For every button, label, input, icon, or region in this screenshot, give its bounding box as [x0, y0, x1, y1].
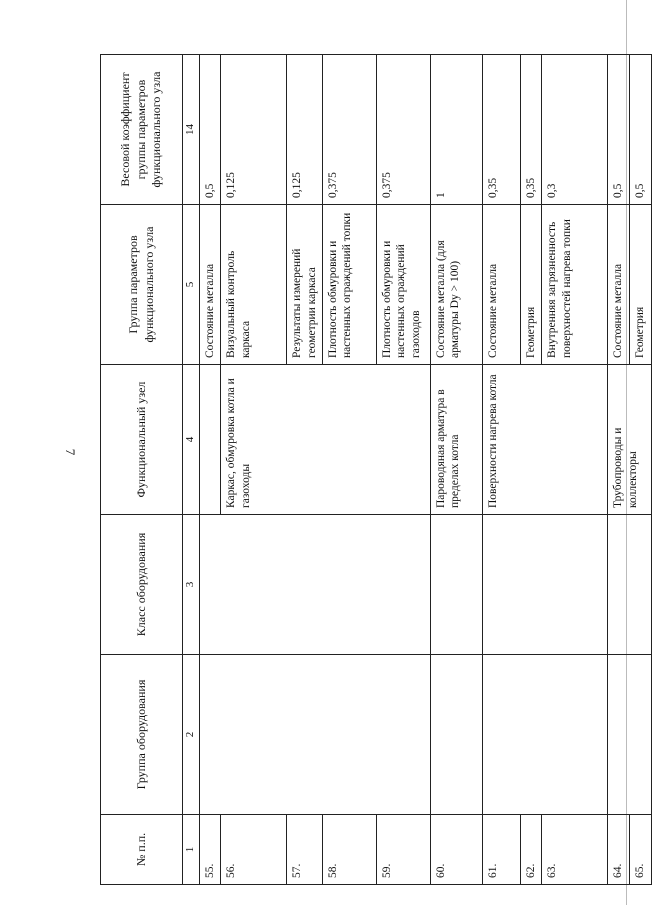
parameter-group-cell: Состояние металла: [199, 205, 220, 365]
row-number: 57.: [287, 815, 323, 885]
parameter-group-cell: Состояние металла: [482, 205, 520, 365]
equipment-group-cell: [430, 655, 482, 815]
weight-cell: 0,35: [520, 55, 541, 205]
parameter-group-cell: Результаты измерений геометрии каркаса: [287, 205, 323, 365]
functional-node-valves: Пароводяная арматура в пределах котла: [430, 365, 482, 515]
row-number: 65.: [629, 815, 651, 885]
row-number: 55.: [199, 815, 220, 885]
header-equipment-group: Группа оборудования: [101, 655, 183, 815]
col-number: 1: [183, 815, 200, 885]
header-weight-coefficient: Весовой коэффициент группы параметров функционального узла: [101, 55, 183, 205]
functional-node-pipes: Трубопроводы и коллекторы: [608, 365, 651, 515]
col-number: 4: [183, 365, 200, 515]
table-row: [199, 55, 220, 885]
col-number: 5: [183, 205, 200, 365]
table-row: [430, 55, 482, 885]
col-number: 14: [183, 55, 200, 205]
table-header-row: [101, 55, 183, 885]
parameter-group-cell: Состояние металла (для арматуры Dy > 100): [430, 205, 482, 365]
equipment-group-cell: [482, 655, 607, 815]
weight-cell: 0,375: [376, 55, 430, 205]
row-number: 61.: [482, 815, 520, 885]
row-number: 58.: [322, 815, 376, 885]
column-number-row: [183, 55, 200, 885]
header-parameter-group: Группа параметров функционального узла: [101, 205, 183, 365]
page-number: 7: [63, 448, 78, 456]
equipment-group-cell: [199, 655, 430, 815]
row-number: 56.: [221, 815, 287, 885]
equipment-class-cell: [608, 515, 651, 655]
parameter-group-cell: Визуальный контроль каркаса: [221, 205, 287, 365]
header-no: № п.п.: [101, 815, 183, 885]
parameter-group-cell: Геометрия: [629, 205, 651, 365]
header-functional-node: Функциональный узел: [101, 365, 183, 515]
weight-cell: 0,5: [199, 55, 220, 205]
equipment-class-cell: [482, 515, 607, 655]
row-number: 62.: [520, 815, 541, 885]
weight-cell: 0,5: [608, 55, 629, 205]
equipment-group-cell: [608, 655, 651, 815]
row-number: 63.: [542, 815, 608, 885]
equipment-class-cell: [430, 515, 482, 655]
rotated-table-wrapper: [100, 55, 646, 885]
table-row: [482, 55, 520, 885]
table-row: [608, 55, 629, 885]
col-number: 2: [183, 655, 200, 815]
weight-cell: 0,3: [542, 55, 608, 205]
equipment-class-cell: [199, 515, 430, 655]
row-number: 64.: [608, 815, 629, 885]
functional-node-frame: Каркас, обмуровка котла и газоходы: [221, 365, 431, 515]
weight-cell: 1: [430, 55, 482, 205]
parameter-group-cell: Внутренняя загрязненность поверхностей нагрева топки: [542, 205, 608, 365]
row-number: 59.: [376, 815, 430, 885]
parameter-group-cell: Состояние металла: [608, 205, 629, 365]
functional-node-surfaces: Поверхности нагрева котла: [482, 365, 607, 515]
parameter-group-cell: Плотность обмуровки и настенных ограждений газоходов: [376, 205, 430, 365]
functional-node-cell: [199, 365, 220, 515]
row-number: 60.: [430, 815, 482, 885]
weight-cell: 0,125: [287, 55, 323, 205]
parameters-table: [100, 54, 652, 885]
parameter-group-cell: Плотность обмуровки и настенных ограждений топки: [322, 205, 376, 365]
parameter-group-cell: Геометрия: [520, 205, 541, 365]
weight-cell: 0,375: [322, 55, 376, 205]
header-equipment-class: Класс оборудования: [101, 515, 183, 655]
weight-cell: 0,125: [221, 55, 287, 205]
weight-cell: 0,35: [482, 55, 520, 205]
weight-cell: 0,5: [629, 55, 651, 205]
col-number: 3: [183, 515, 200, 655]
